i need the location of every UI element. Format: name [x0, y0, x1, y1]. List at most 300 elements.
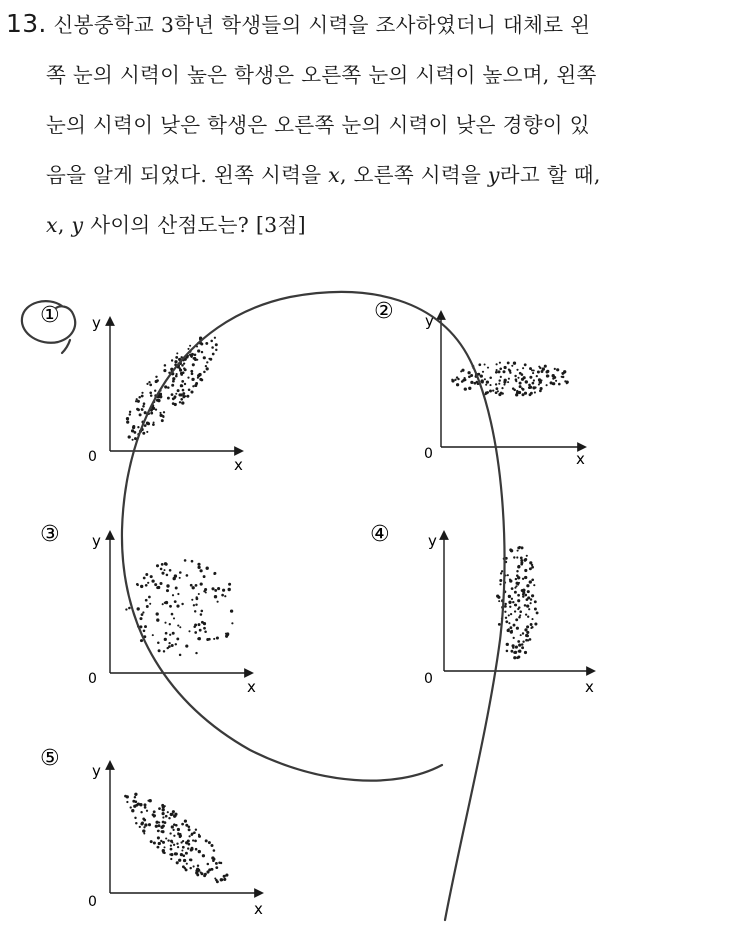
scatter-dot [191, 599, 193, 601]
scatter-dot [230, 609, 233, 612]
scatter-dot [137, 408, 140, 411]
scatter-dot [531, 578, 534, 581]
scatter-dot [524, 363, 527, 366]
scatter-dot [470, 381, 473, 384]
scatter-dot [143, 577, 146, 580]
scatter-dot [225, 635, 228, 638]
scatter-dot [189, 354, 191, 356]
scatter-dot [162, 816, 164, 818]
scatter-dot [190, 584, 193, 587]
scatter-dot [174, 360, 177, 363]
scatter-dot [524, 558, 527, 561]
scatter-dot [189, 858, 192, 861]
scatter-dot [164, 805, 166, 807]
scatter-dot [213, 572, 216, 575]
choice-1-label: ① [40, 303, 60, 328]
scatter-dot [149, 384, 152, 387]
svg-text:0: 0 [88, 894, 97, 910]
scatter-dot [195, 603, 197, 605]
scatter-dot [162, 825, 165, 828]
scatter-dot [468, 387, 471, 390]
svg-text:x: x [254, 900, 263, 918]
scatter-dot [170, 853, 173, 856]
scatter-dot [177, 846, 179, 848]
scatter-dot [536, 611, 539, 614]
scatter-dot [489, 376, 492, 379]
svg-text:x: x [247, 678, 256, 696]
scatter-dot [514, 610, 516, 612]
scatter-dot [212, 859, 215, 862]
scatter-dot [153, 810, 156, 813]
scatter-dot [162, 851, 164, 853]
handwritten-marks [22, 292, 505, 920]
scatter-dot [158, 824, 161, 827]
scatter-dot [516, 369, 518, 371]
scatter-dot [519, 614, 521, 616]
scatter-dot [504, 611, 506, 613]
scatter-dot [153, 841, 156, 844]
scatter-dot [495, 371, 498, 374]
question-line-2: 쪽 눈의 시력이 높은 학생은 오른쪽 눈의 시력이 높으며, 왼쪽 [46, 63, 597, 87]
scatter-dot [524, 392, 527, 395]
scatter-dot [187, 348, 189, 350]
scatter-dot [484, 378, 486, 380]
scatter-dot [129, 413, 131, 415]
scatter-dot [150, 394, 153, 397]
scatter-dot [166, 584, 169, 587]
scatter-dot [145, 584, 148, 587]
scatter-dot [205, 365, 207, 367]
scatter-dot [508, 601, 511, 604]
scatter-dot [171, 384, 174, 387]
scatter-dot [168, 645, 171, 648]
scatter-dot [527, 639, 529, 641]
scatter-dot [132, 426, 135, 429]
scatter-dot [163, 369, 166, 372]
scatter-dot [496, 387, 499, 390]
scatter-dot [164, 562, 167, 565]
scatter-dot [184, 820, 187, 823]
scatter-dot [143, 830, 146, 833]
scatter-dot [457, 378, 459, 380]
scatter-dot [134, 817, 136, 819]
scatter-dot [148, 596, 151, 599]
scatter-dot [529, 561, 532, 564]
scatter-dot [532, 382, 535, 385]
scatter-dot [522, 641, 524, 643]
scatter-dot [536, 375, 538, 377]
scatter-dot [500, 572, 502, 574]
scatter-dot [522, 578, 524, 580]
scatter-dot [182, 389, 185, 392]
scatter-dot [454, 379, 456, 381]
scatter-dot [498, 383, 500, 385]
scatter-dot [201, 872, 204, 875]
scatter-dot [540, 387, 543, 390]
scatter-dot [151, 579, 154, 582]
scatter-dot [513, 651, 515, 653]
scatter-dot [192, 839, 194, 841]
scatter-dot [480, 374, 483, 377]
scatter-dot [142, 432, 145, 435]
scatter-dot [531, 566, 534, 569]
scatter-dot [170, 848, 173, 851]
scatter-dot [189, 345, 191, 347]
scatter-dot [170, 840, 173, 843]
scatter-dot [499, 362, 501, 364]
scatter-dot [508, 368, 510, 370]
scatter-dot [526, 555, 528, 557]
scatter-dot [517, 599, 520, 602]
question-line-5: x, y 사이의 산점도는? [3점] [46, 213, 306, 237]
scatter-dot [186, 863, 188, 865]
scatter-dot [200, 343, 203, 346]
scatter-dot [143, 630, 146, 633]
scatter-dot [515, 378, 518, 381]
scatter-dot [169, 832, 171, 834]
scatter-dot [517, 594, 520, 597]
scatter-dot [146, 810, 148, 812]
scatter-dot [175, 393, 177, 395]
scatter-dot [521, 643, 524, 646]
scatter-dot [169, 634, 171, 636]
scatter-dot [161, 563, 164, 566]
scatter-dot [482, 371, 484, 373]
scatter-dot [128, 607, 131, 610]
scatter-dot [134, 796, 136, 798]
scatter-dot [192, 586, 195, 589]
scatter-dot [197, 377, 199, 379]
scatter-dot [191, 372, 194, 375]
scatter-dot [509, 579, 512, 582]
scatter-dot [141, 613, 144, 616]
scatter-dot [525, 613, 527, 615]
scatter-dot [126, 417, 129, 420]
scatter-dot [220, 878, 223, 881]
scatter-dot [211, 856, 214, 859]
svg-text:x: x [234, 456, 243, 474]
svg-text:x: x [576, 450, 585, 468]
scatter-dot [516, 556, 518, 558]
scatter-dot [525, 380, 528, 383]
scatter-dot [165, 837, 167, 839]
scatter-dot [194, 610, 196, 612]
scatter-dot [531, 594, 534, 597]
scatter-dot [499, 367, 502, 370]
scatter-dot [124, 795, 127, 798]
scatter-dot [193, 865, 195, 867]
scatter-dot [130, 806, 132, 808]
scatter-dot [194, 354, 197, 357]
scatter-dot [141, 395, 144, 398]
scatter-dot [188, 828, 191, 831]
scatter-dot [174, 600, 177, 603]
scatter-dot [518, 650, 520, 652]
scatter-dot [526, 604, 529, 607]
scatter-dot [512, 601, 514, 603]
scatter-dot [177, 832, 179, 834]
scatter-dot [185, 841, 188, 844]
choice-3-label: ③ [40, 522, 60, 547]
scatter-dot [149, 603, 151, 605]
choice-5[interactable] [40, 746, 263, 918]
scatter-dot [202, 854, 205, 857]
scatter-dot [193, 604, 195, 606]
scatter-dot [174, 574, 177, 577]
scatter-dot [187, 377, 189, 379]
scatter-dot [214, 337, 216, 339]
scatter-dot [194, 624, 197, 627]
choice-3[interactable] [40, 522, 256, 696]
scatter-dot [534, 608, 537, 611]
scatter-dot [511, 630, 513, 632]
choice-1[interactable] [40, 303, 243, 474]
scatter-dot [528, 608, 530, 610]
scatter-dot [204, 631, 207, 634]
scatter-dot [514, 587, 516, 589]
scatter-dot [164, 569, 166, 571]
scatter-dot [208, 358, 210, 360]
scatter-dot [162, 415, 164, 417]
scatter-dot [197, 864, 199, 866]
scatter-dot [530, 602, 532, 604]
scatter-dot [529, 393, 532, 396]
scatter-dot [522, 595, 524, 597]
scatter-dot [169, 605, 172, 608]
scatter-dot [521, 589, 524, 592]
scatter-dot [217, 601, 219, 603]
scatter-dot [167, 811, 169, 813]
scatter-dot [162, 812, 165, 815]
scatter-dot [191, 560, 194, 563]
scatter-dot [177, 389, 180, 392]
scatter-dot [176, 605, 179, 608]
scatter-dot [500, 376, 502, 378]
scatter-dot [172, 397, 175, 400]
scatter-dot [527, 616, 529, 618]
scatter-dot [162, 603, 164, 605]
scatter-dot [517, 565, 520, 568]
scatter-dot [481, 379, 484, 382]
scatter-dot [148, 381, 150, 383]
scatter-dot [198, 850, 201, 853]
svg-text:y: y [428, 532, 437, 550]
scatter-dot [214, 595, 217, 598]
svg-text:0: 0 [424, 446, 433, 462]
scatter-dot [154, 390, 156, 392]
scatter-dot [489, 390, 492, 393]
svg-text:y: y [92, 762, 101, 780]
scatter-dot [516, 570, 518, 572]
scatter-dot [194, 384, 197, 387]
scatter-dot [527, 590, 530, 593]
scatter-dot [514, 375, 516, 377]
scatter-dot [513, 389, 516, 392]
scatter-dot [135, 822, 137, 824]
scatter-dot [201, 621, 204, 624]
scatter-dot [189, 867, 191, 869]
scatter-dot [181, 401, 184, 404]
scatter-dot [160, 830, 163, 833]
scatter-dot [192, 385, 194, 387]
scatter-dot [190, 390, 193, 393]
scatter-dot [456, 383, 459, 386]
scatter-dot [172, 632, 175, 635]
scatter-dot [489, 384, 491, 386]
scatter-dot [172, 402, 175, 405]
scatter-dot [512, 646, 514, 648]
scatter-dot [152, 423, 155, 426]
scatter-dot [157, 836, 160, 839]
scatter-dot [507, 361, 510, 364]
scatter-dot [159, 582, 162, 585]
scatter-dot [146, 431, 148, 433]
scatter-dot [173, 844, 175, 846]
scatter-dot [159, 412, 161, 414]
scatter-dot [169, 569, 172, 572]
scatter-dot [506, 650, 509, 653]
scatter-dot [143, 803, 146, 806]
scatter-dot [192, 363, 195, 366]
scatter-dot [511, 587, 514, 590]
scatter-dot [165, 815, 168, 818]
scatter-dot [125, 608, 127, 610]
scatter-dot [486, 380, 489, 383]
scatter-dot [518, 391, 521, 394]
svg-text:0: 0 [88, 449, 97, 465]
scatter-dot [165, 632, 168, 635]
scatter-dot [163, 846, 165, 848]
scatter-dot [517, 377, 519, 379]
scatter-dot [200, 583, 203, 586]
scatter-dot [508, 595, 511, 598]
scatter-dot [497, 390, 499, 392]
scatter-dot [197, 563, 200, 566]
scatter-dot [206, 361, 208, 363]
scatter-dot [524, 651, 527, 654]
scatter-dot [206, 870, 209, 873]
scatter-dot [185, 868, 188, 871]
scatter-dot [522, 367, 524, 369]
scatter-dot [215, 879, 218, 882]
scatter-dot [196, 596, 198, 598]
scatter-dot [178, 393, 181, 396]
scatter-dot [520, 546, 523, 549]
scatter-dot [503, 384, 505, 386]
scatter-dot [171, 359, 173, 361]
scatter-dot [225, 874, 228, 877]
scatter-dot [540, 379, 542, 381]
scatter-dot [133, 805, 136, 808]
scatter-dot [162, 808, 165, 811]
scatter-dot [153, 814, 156, 817]
scatter-dot [157, 586, 160, 589]
scatter-dot [196, 359, 198, 361]
scatter-dot [509, 372, 511, 374]
scatter-dot [528, 384, 531, 387]
scatter-dot [198, 593, 200, 595]
scatter-dot [223, 878, 226, 881]
scatter-dot [520, 559, 523, 562]
scatter-dot [525, 634, 528, 637]
scatter-dot [203, 575, 206, 578]
scatter-dot [498, 623, 501, 626]
scatter-dot [188, 630, 190, 632]
scatter-dot [203, 371, 206, 374]
scatter-dot [485, 391, 488, 394]
scatter-dot [511, 598, 513, 600]
scatter-dot [496, 369, 498, 371]
scatter-dot [502, 370, 505, 373]
scatter-dot [526, 584, 529, 587]
scatter-dot [225, 633, 227, 635]
scatter-dot [171, 644, 174, 647]
choice-3-scatter [125, 559, 233, 656]
scatter-dot [510, 549, 513, 552]
scatter-dot [478, 363, 481, 366]
scatter-dot [221, 594, 224, 597]
svg-text:y: y [92, 314, 101, 332]
scatter-dot [201, 610, 204, 613]
scatter-dot [164, 638, 167, 641]
scatter-dot [531, 369, 533, 371]
scatter-dot [499, 579, 502, 582]
scatter-dot [531, 626, 534, 629]
scatter-dot [187, 825, 190, 828]
scatter-dot [534, 600, 537, 603]
scatter-dot [201, 351, 203, 353]
scatter-dot [498, 600, 500, 602]
scatter-dot [484, 363, 486, 365]
scatter-dot [183, 859, 186, 862]
scatter-dot [171, 813, 174, 816]
scatter-dot [171, 613, 174, 616]
scatter-dot [211, 346, 214, 349]
scatter-dot [141, 392, 143, 394]
scatter-dot [517, 550, 519, 552]
scatter-dot [522, 632, 524, 634]
scatter-dot [173, 617, 175, 619]
scatter-dot [176, 637, 179, 640]
scatter-dot [171, 825, 174, 828]
scatter-dot [556, 368, 559, 371]
scatter-dot [186, 574, 189, 577]
scatter-dot [168, 642, 170, 644]
scatter-dot [501, 387, 503, 389]
scatter-dot [223, 875, 226, 878]
scatter-dot [176, 352, 178, 354]
scatter-dot [193, 357, 196, 360]
scatter-dot [558, 383, 561, 386]
scatter-dot [156, 564, 159, 567]
scatter-dot [499, 379, 501, 381]
scatter-dot [487, 367, 489, 369]
scatter-dot [507, 629, 510, 632]
choice-4[interactable] [370, 522, 594, 696]
scatter-dot [182, 840, 184, 842]
scatter-dot [563, 370, 566, 373]
scatter-dot [139, 617, 142, 620]
scatter-dot [562, 376, 565, 379]
scatter-dot [156, 612, 159, 615]
scatter-dot [503, 366, 506, 369]
question-line-4: 음을 알게 되었다. 왼쪽 시력을 x, 오른쪽 시력을 y라고 할 때, [46, 163, 601, 187]
scatter-dot [228, 588, 231, 591]
scatter-dot [529, 580, 532, 583]
scatter-dot [175, 587, 178, 590]
scatter-dot [215, 343, 218, 346]
scatter-dot [175, 824, 178, 827]
